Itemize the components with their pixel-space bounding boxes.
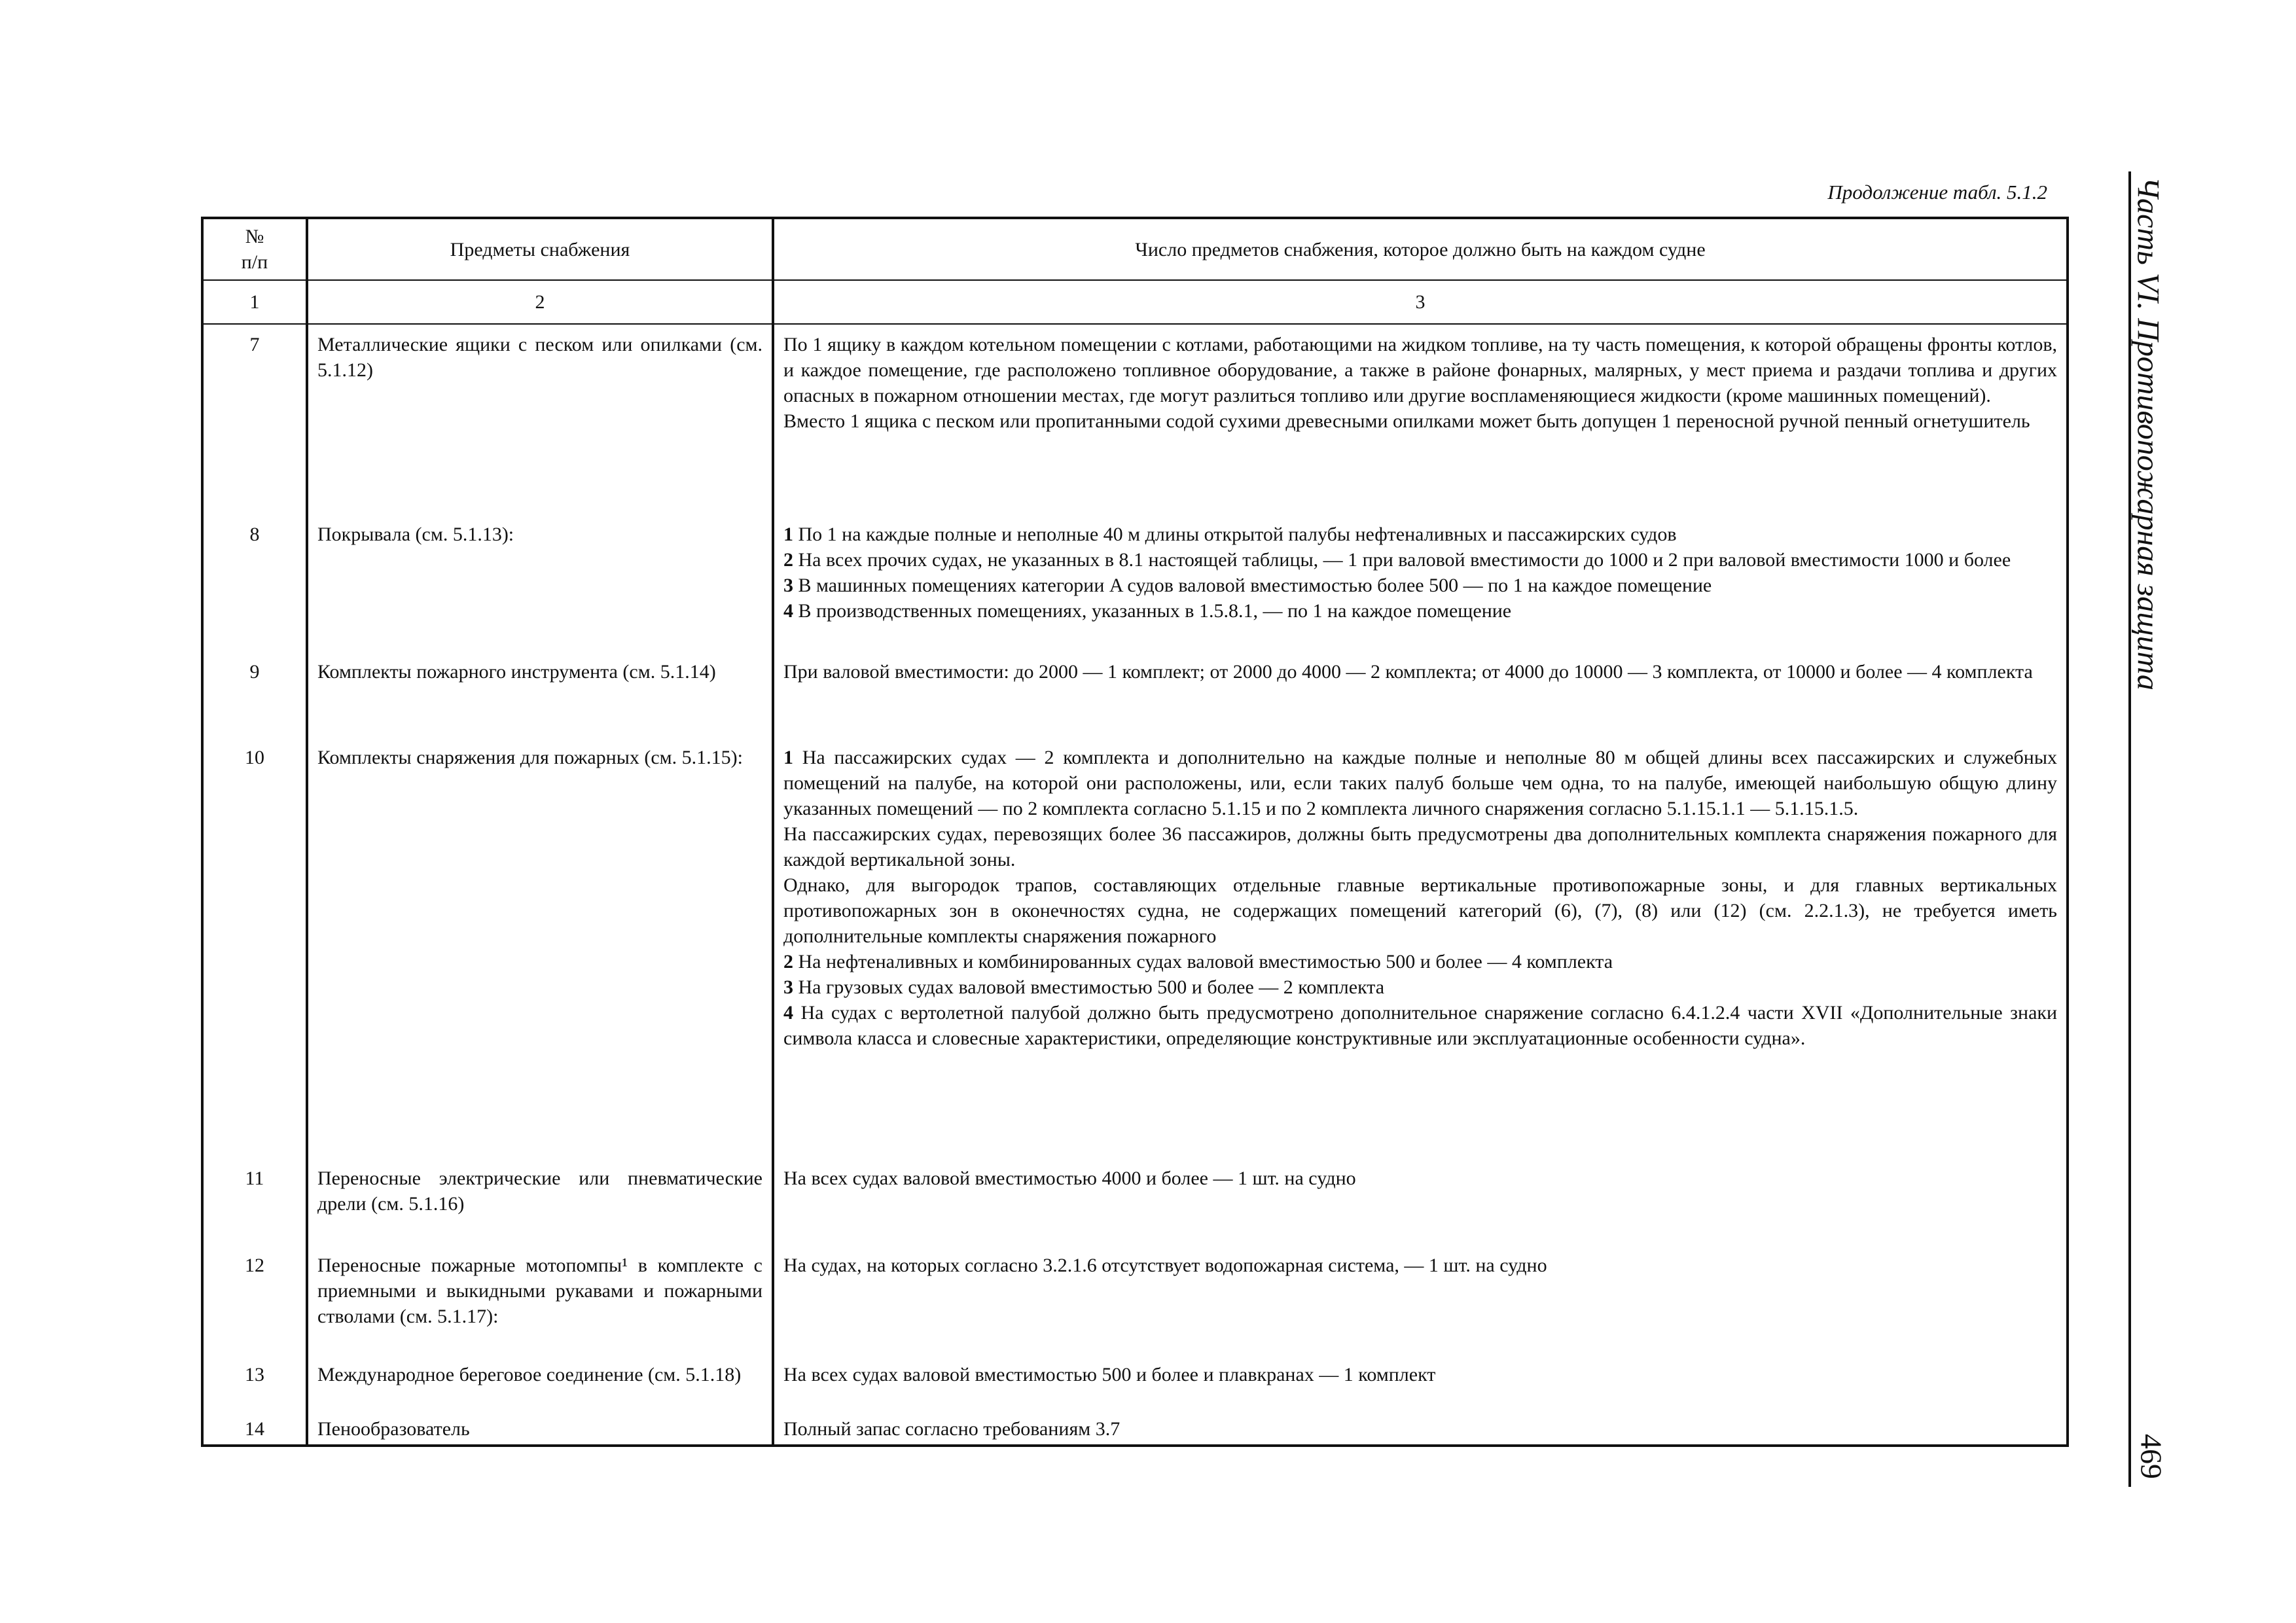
table-row [202, 1245, 2068, 1355]
row-number-cell [202, 324, 307, 514]
quantity-text: В производственных помещениях, указанных в 1.5.8.1, — по 1 на каждое помещение [798, 600, 1512, 622]
quantity-text: На пассажирских судах, перевозящих более 36 пассажиров, должны быть предусмотрены два дополнительных комплекта снаряжения пожарного для каждой вертикальной зоны. [783, 823, 2057, 870]
quantity-cell [773, 1158, 2068, 1245]
page-number [2135, 1427, 2168, 1486]
subitem-number: 3 [783, 976, 793, 998]
column-number-row [202, 280, 2068, 324]
row-number: 7 [249, 334, 260, 355]
row-number: 8 [249, 524, 260, 545]
table-row [202, 324, 2068, 514]
quantity-paragraph [783, 598, 2057, 624]
col-number-3: 3 [773, 280, 2068, 324]
quantity-text: На судах, на которых согласно 3.2.1.6 отсутствует водопожарная система, — 1 шт. на судно [783, 1255, 1547, 1276]
quantity-paragraph [783, 974, 2057, 1000]
quantity-text: На нефтеналивных и комбинированных судах валовой вместимостью 500 и более — 4 комплекта [798, 951, 1613, 972]
quantity-text: В машинных помещениях категории A судов валовой вместимостью более 500 — по 1 на каждое помещение [798, 575, 1712, 596]
quantity-paragraph [783, 573, 2057, 598]
row-number-cell [202, 1355, 307, 1409]
col-number-1: 1 [202, 280, 307, 324]
quantity-cell [773, 324, 2068, 514]
table-row [202, 514, 2068, 652]
quantity-text: Полный запас согласно требованиям 3.7 [783, 1418, 1121, 1440]
quantity-text: Однако, для выгородок трапов, составляющих отдельные главные вертикальные противопожарные зоны, и для главных вертикальных противопожарных зон в оконечностях судна, не содержащих помещений категорий (6), (7), (8) или (12) (см. 2.2.1.3), не требуется иметь дополнительные комплекты снаряжения пожарного [783, 874, 2057, 947]
row-number: 10 [245, 747, 264, 768]
table-caption: Продолжение табл. 5.1.2 [1827, 181, 2047, 204]
supply-table [201, 217, 2069, 1447]
header-row [202, 218, 2068, 280]
quantity-text: Вместо 1 ящика с песком или пропитанными содой сухими древесными опилками может быть допущен 1 переносной ручной пенный огнетушитель [783, 410, 2030, 432]
subitem-number: 1 [783, 747, 793, 768]
quantity-paragraph [783, 547, 2057, 573]
item-cell [307, 652, 773, 738]
item-name: Комплекты снаряжения для пожарных (см. 5.1.15): [317, 747, 743, 768]
quantity-text: На грузовых судах валовой вместимостью 500 и более — 2 комплекта [798, 976, 1385, 998]
quantity-cell [773, 1245, 2068, 1355]
item-name: Комплекты пожарного инструмента (см. 5.1.14) [317, 661, 716, 683]
row-number: 13 [245, 1364, 264, 1385]
item-cell [307, 1158, 773, 1245]
col-header-items: Предметы снабжения [307, 218, 773, 280]
col-header-quantity: Число предметов снабжения, которое должно быть на каждом судне [773, 218, 2068, 280]
quantity-cell [773, 652, 2068, 738]
row-number-cell [202, 514, 307, 652]
side-title-text: Часть VI. Противопожарная защита [2130, 177, 2166, 690]
quantity-cell [773, 738, 2068, 1158]
item-cell [307, 324, 773, 514]
quantity-paragraph [783, 1166, 2057, 1191]
quantity-paragraph [783, 1253, 2057, 1278]
row-number: 9 [249, 661, 260, 683]
item-cell [307, 1355, 773, 1409]
row-number-cell [202, 652, 307, 738]
item-name: Переносные электрические или пневматические дрели (см. 5.1.16) [317, 1168, 762, 1215]
quantity-text: На всех судах валовой вместимостью 4000 и более — 1 шт. на судно [783, 1168, 1356, 1189]
row-number: 12 [245, 1255, 264, 1276]
table-row [202, 1409, 2068, 1446]
quantity-paragraph [783, 821, 2057, 872]
subitem-number: 1 [783, 524, 793, 545]
item-cell [307, 1409, 773, 1446]
quantity-paragraph [783, 659, 2057, 685]
quantity-text: На всех прочих судах, не указанных в 8.1 настоящей таблицы, — 1 при валовой вместимости до 1000 и 2 при валовой вместимости 1000 и более [798, 549, 2011, 571]
quantity-paragraph [783, 1000, 2057, 1051]
quantity-text: На всех судах валовой вместимостью 500 и более и плавкранах — 1 комплект [783, 1364, 1436, 1385]
item-cell [307, 1245, 773, 1355]
quantity-paragraph [783, 1362, 2057, 1387]
row-number-cell [202, 1409, 307, 1446]
quantity-paragraph [783, 408, 2057, 434]
quantity-text: По 1 на каждые полные и неполные 40 м длины открытой палубы нефтеналивных и пассажирских судов [798, 524, 1677, 545]
row-number-cell [202, 738, 307, 1158]
table-row [202, 652, 2068, 738]
quantity-paragraph [783, 332, 2057, 408]
quantity-paragraph [783, 745, 2057, 821]
item-cell [307, 738, 773, 1158]
subitem-number: 4 [783, 1002, 793, 1024]
row-number-cell [202, 1158, 307, 1245]
quantity-paragraph [783, 949, 2057, 974]
table-row [202, 1355, 2068, 1409]
quantity-text: По 1 ящику в каждом котельном помещении с котлами, работающими на жидком топливе, на ту часть помещения, к которой обращены фронты котлов, и каждое помещение, где расположено топливное оборудование, а также в районе фонарных, малярных, у мест приема и раздачи топлива и других опасных в пожарном отношении местах, где могут разлиться топливо или другие воспламеняющиеся жидкости (кроме машинных помещений). [783, 334, 2057, 406]
col-header-number: № п/п [202, 218, 307, 280]
quantity-paragraph [783, 872, 2057, 949]
quantity-text: При валовой вместимости: до 2000 — 1 комплект; от 2000 до 4000 — 2 комплекта; от 4000 до 10000 — 3 комплекта, от 10000 и более — 4 комплекта [783, 661, 2033, 683]
quantity-text: На судах с вертолетной палубой должно быть предусмотрено дополнительное снаряжение согласно 6.4.1.2.4 части XVII «Дополнительные знаки символа класса и словесные характеристики, определяющие конструктивные или эксплуатационные особенности судна». [783, 1002, 2058, 1049]
page-number-text: 469 [2134, 1433, 2168, 1479]
quantity-cell [773, 1355, 2068, 1409]
quantity-paragraph [783, 522, 2057, 547]
item-name: Переносные пожарные мотопомпы¹ в комплекте с приемными и выкидными рукавами и пожарными стволами (см. 5.1.17): [317, 1255, 762, 1327]
item-cell [307, 514, 773, 652]
quantity-paragraph [783, 1416, 2057, 1442]
item-name: Пенообразователь [317, 1418, 470, 1440]
item-name: Покрывала (см. 5.1.13): [317, 524, 514, 545]
row-number-cell [202, 1245, 307, 1355]
quantity-cell [773, 514, 2068, 652]
table-row [202, 738, 2068, 1158]
quantity-text: На пассажирских судах — 2 комплекта и дополнительно на каждые полные и неполные 80 м общей длины всех пассажирских и служебных помещений на палубе, на которой они расположены, или, если таких палуб больше чем одна, то на палубе, имеющей наибольшую общую длину указанных помещений — по 2 комплекта согласно 5.1.15 и по 2 комплекта личного снаряжения согласно 5.1.15.1.1 — 5.1.15.1.5. [783, 747, 2057, 819]
item-name: Металлические ящики с песком или опилками (см. 5.1.12) [317, 334, 762, 381]
item-name: Международное береговое соединение (см. 5.1.18) [317, 1364, 742, 1385]
table-row [202, 1158, 2068, 1245]
quantity-cell [773, 1409, 2068, 1446]
row-number: 14 [245, 1418, 264, 1440]
side-title [2130, 177, 2166, 690]
row-number: 11 [245, 1168, 264, 1189]
subitem-number: 3 [783, 575, 793, 596]
col-number-2: 2 [307, 280, 773, 324]
subitem-number: 2 [783, 549, 793, 571]
subitem-number: 4 [783, 600, 793, 622]
subitem-number: 2 [783, 951, 793, 972]
